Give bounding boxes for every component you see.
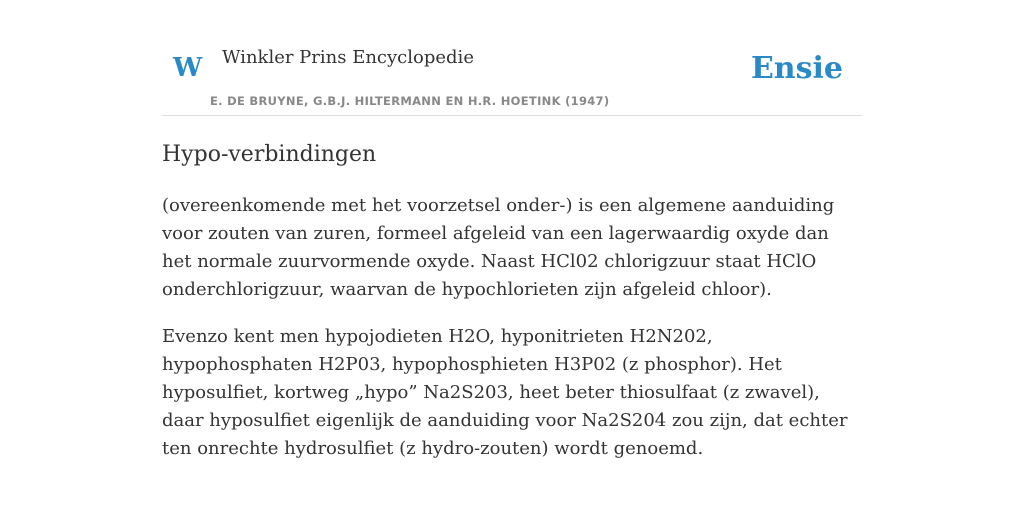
source-logo[interactable]: W [173,53,203,83]
article-body [162,192,862,482]
source-title[interactable]: Winkler Prins Encyclopedie [222,47,474,68]
article-title: Hypo-verbindingen [162,142,377,167]
article-paragraph: Evenzo kent men hypojodieten H2O, hyponitrieten H2N202, hypophosphaten H2P03, hypophosphieten H3P02 (z phosphor). Het hyposulfiet, kortweg „hypo” Na2S203, heet beter thiosulfaat (z zwavel), daar hyposulfiet eigenlijk de aanduiding voor Na2S204 zou zijn, dat echter ten onrechte hydrosulfiet (z hydro-zouten) wordt genoemd. [162,326,848,459]
brand-logo[interactable]: Ensie [750,51,843,86]
page-header [162,0,862,116]
source-authors: E. DE BRUYNE, G.B.J. HILTERMANN EN H.R. HOETINK (1947) [210,94,610,108]
article-paragraph: (overeenkomende met het voorzetsel onder-) is een algemene aanduiding voor zouten van zuren, formeel afgeleid van een lagerwaardig oxyde dan het normale zuurvormende oxyde. Naast HCl02 chlorigzuur staat HClO onderchlorigzuur, waarvan de hypochlorieten zijn afgeleid chloor). [162,195,835,300]
